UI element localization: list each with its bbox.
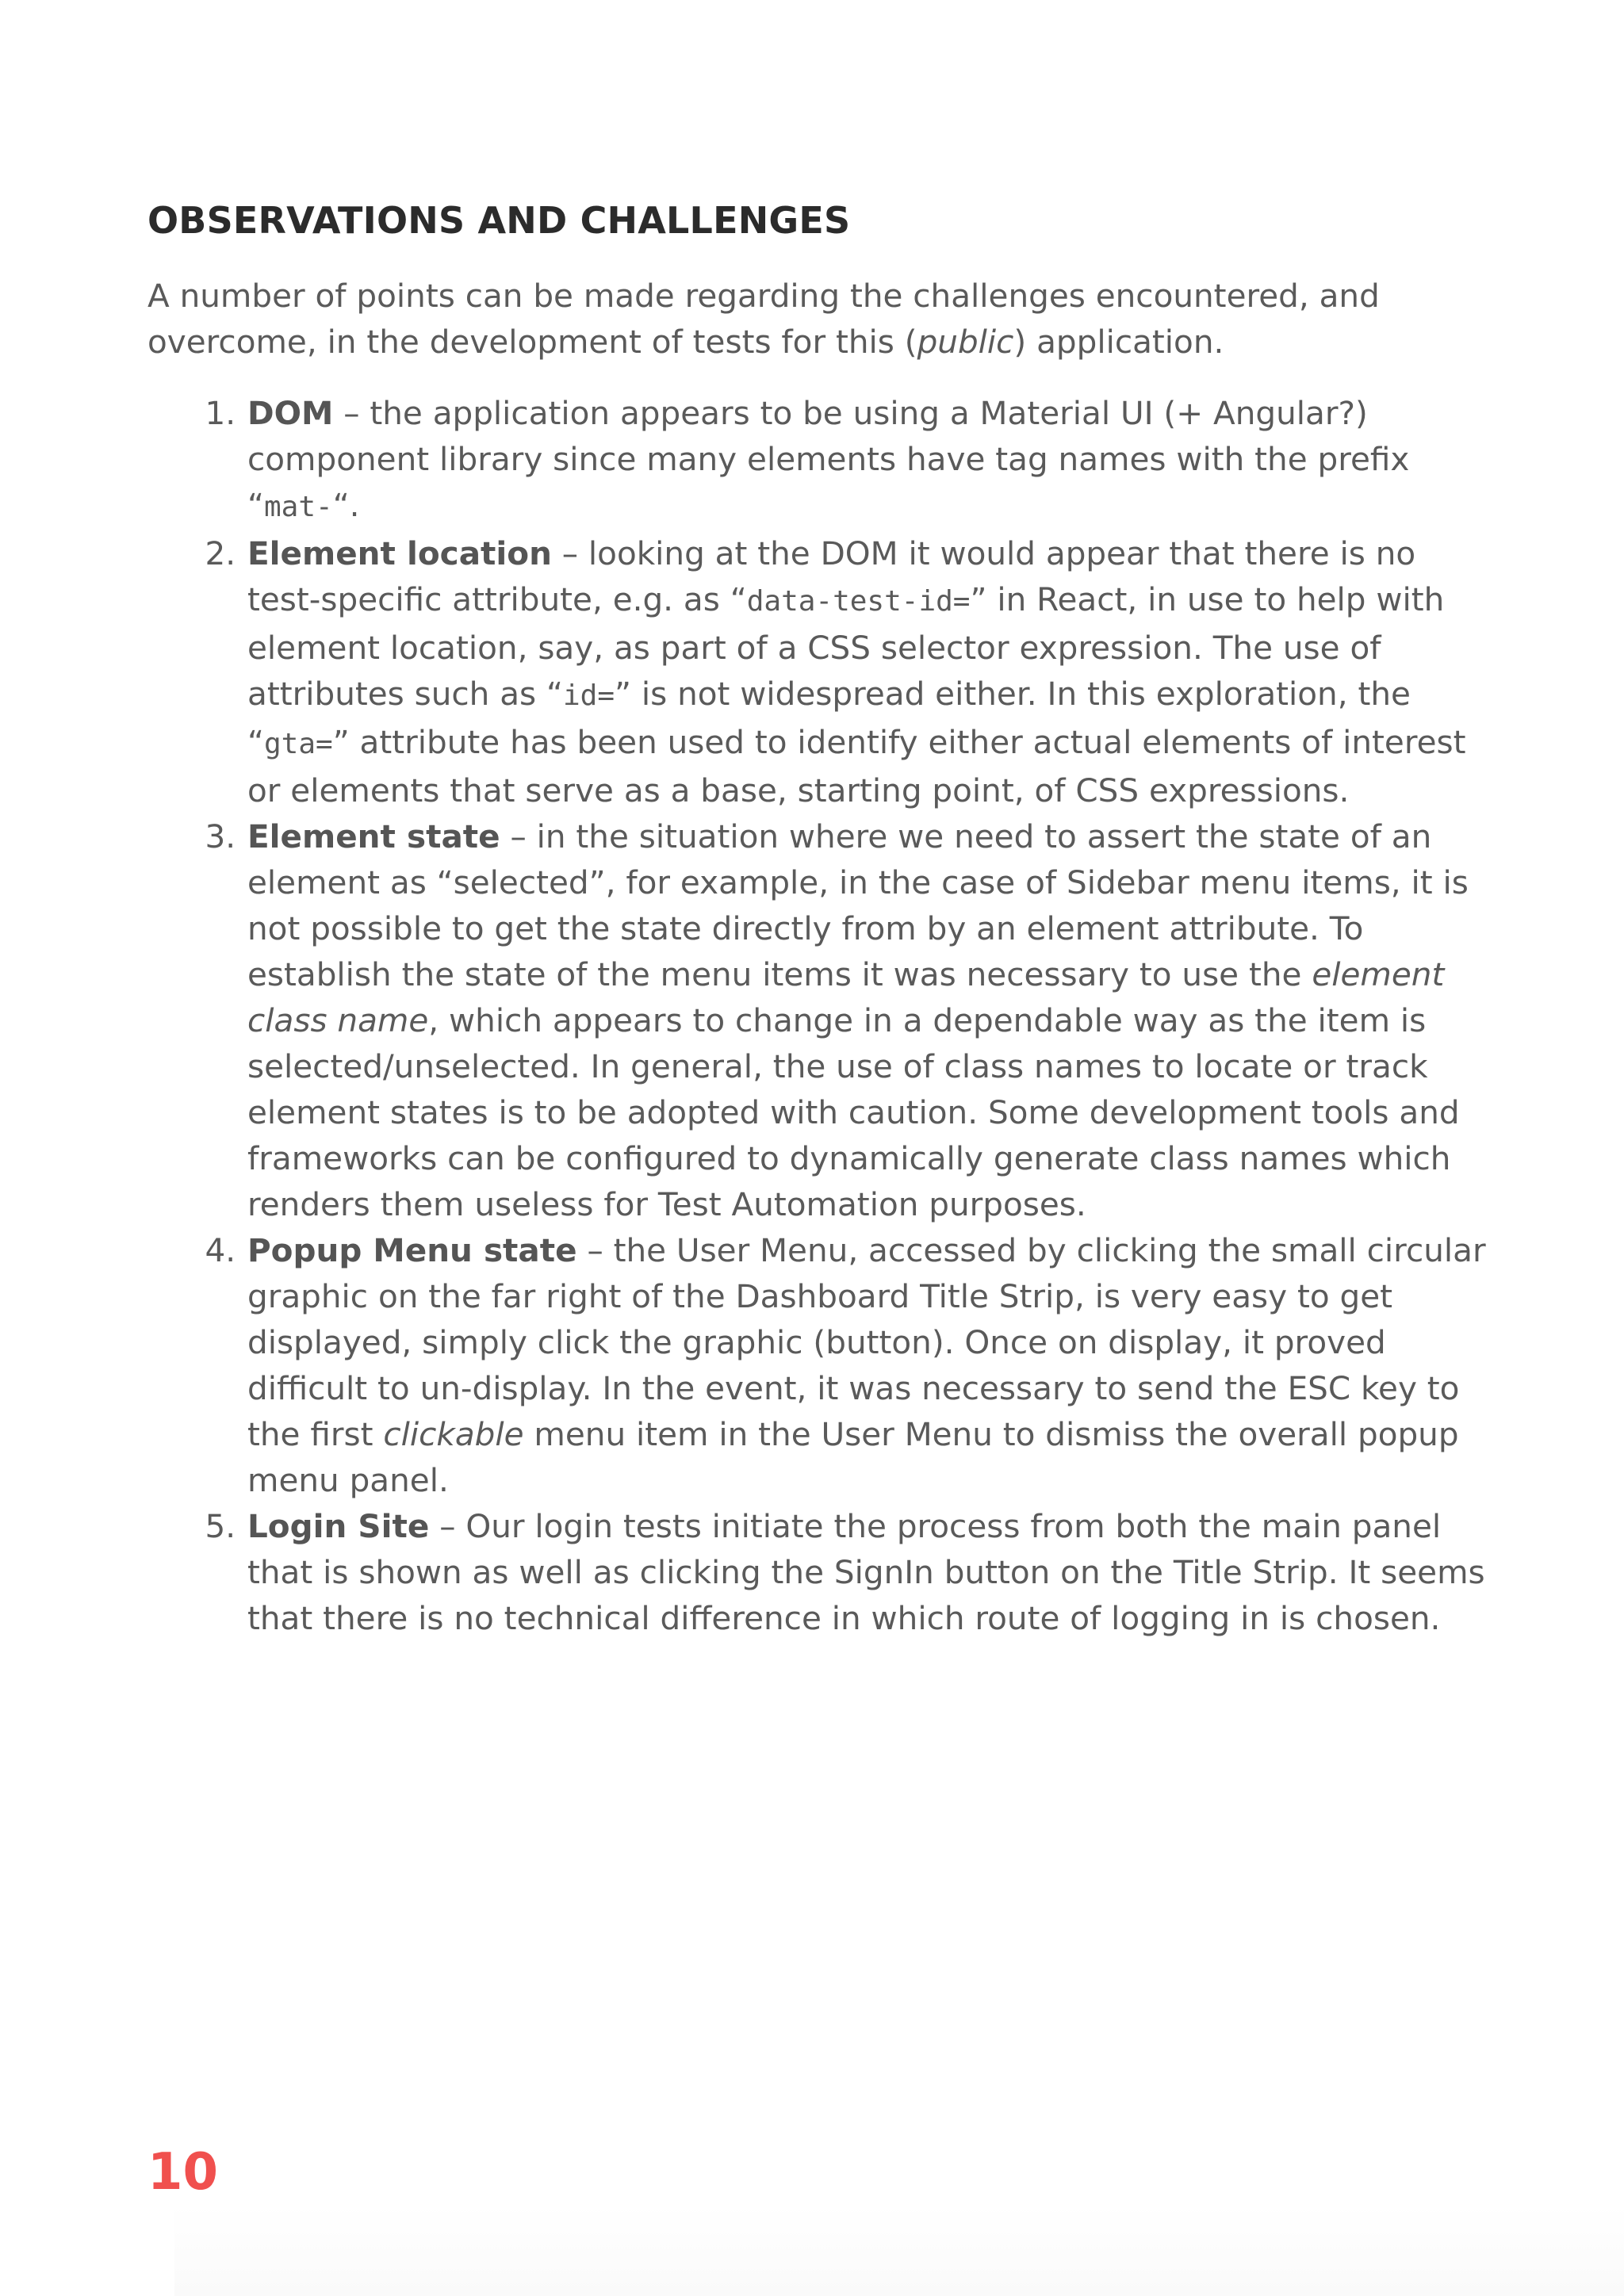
intro-text-after: ) application. [1013,323,1224,361]
inline-code: id= [562,679,615,712]
list-item-text: – Our login tests initiate the process from both the main panel that is shown as well as clicking the SignIn button on the Title Strip. It seems that there is no technical difference in which route of logging in is chosen. [247,1507,1485,1637]
list-item-text: menu item in the User Menu to dismiss the overall popup menu panel. [247,1415,1459,1499]
list-item-login-site [246,1503,1488,1641]
section-heading: OBSERVATIONS AND CHALLENGES [147,199,851,242]
document-page [147,195,1488,1641]
list-item-element-location [246,530,1488,813]
observations-list [147,390,1488,1641]
list-item-term: Login Site [247,1507,430,1545]
inline-code: mat- [263,491,333,523]
list-item-term: Popup Menu state [247,1231,577,1269]
intro-paragraph [147,273,1488,365]
list-item-text: – looking at the DOM it would appear that there is no test-specific attribute, e.g. as “ [247,534,1416,618]
list-item-dom [246,390,1488,530]
intro-text-before: A number of points can be made regarding the challenges encountered, and overcome, in the development of tests for this ( [147,277,1380,361]
list-item-text: ” attribute has been used to identify either actual elements of interest or elements that serve as a base, starting point, of CSS expressions. [247,723,1466,809]
list-item-text: “. [332,486,360,524]
list-item-popup-menu-state [246,1227,1488,1503]
list-item-text: – the User Menu, accessed by clicking the small circular graphic on the far right of the Dashboard Title Strip, is very easy to get displayed, simply click the graphic (button). Once on display, it proved difficult to un-display. In the event, it was necessary to send the ESC key to the first [247,1231,1486,1453]
list-item-element-state [246,813,1488,1227]
list-item-emphasis: clickable [383,1415,524,1453]
list-item-text: – the application appears to be using a Material UI (+ Angular?) component library since many elements have tag names with the prefix “ [247,394,1410,524]
list-item-term: Element state [247,817,500,855]
list-item-text: – in the situation where we need to assert the state of an element as “selected”, for example, in the case of Sidebar menu items, it is not possible to get the state directly from by an element attribute. To establish the state of the menu items it was necessary to use the [247,817,1469,993]
list-item-text: , which appears to change in a dependable way as the item is selected/unselected. In general, the use of class names to locate or track element states is to be adopted with caution. Some development tools and frameworks can be configured to dynamically generate class names which renders them useless for Test Automation purposes. [247,1001,1460,1223]
page-number: 10 [147,2143,219,2202]
list-item-text: ” in React, in use to help with element location, say, as part of a CSS selector expression. The use of attributes such as “ [247,580,1445,713]
page-corner-shade [174,2204,1624,2296]
list-item-term: Element location [247,534,552,572]
list-item-term: DOM [247,394,334,432]
inline-code: gta= [263,728,333,760]
inline-code: data-test-id= [746,585,971,618]
list-item-text: ” is not widespread either. In this exploration, the “ [247,675,1411,761]
list-item-emphasis: element class name [247,955,1445,1039]
intro-emphasis: public [917,323,1014,361]
